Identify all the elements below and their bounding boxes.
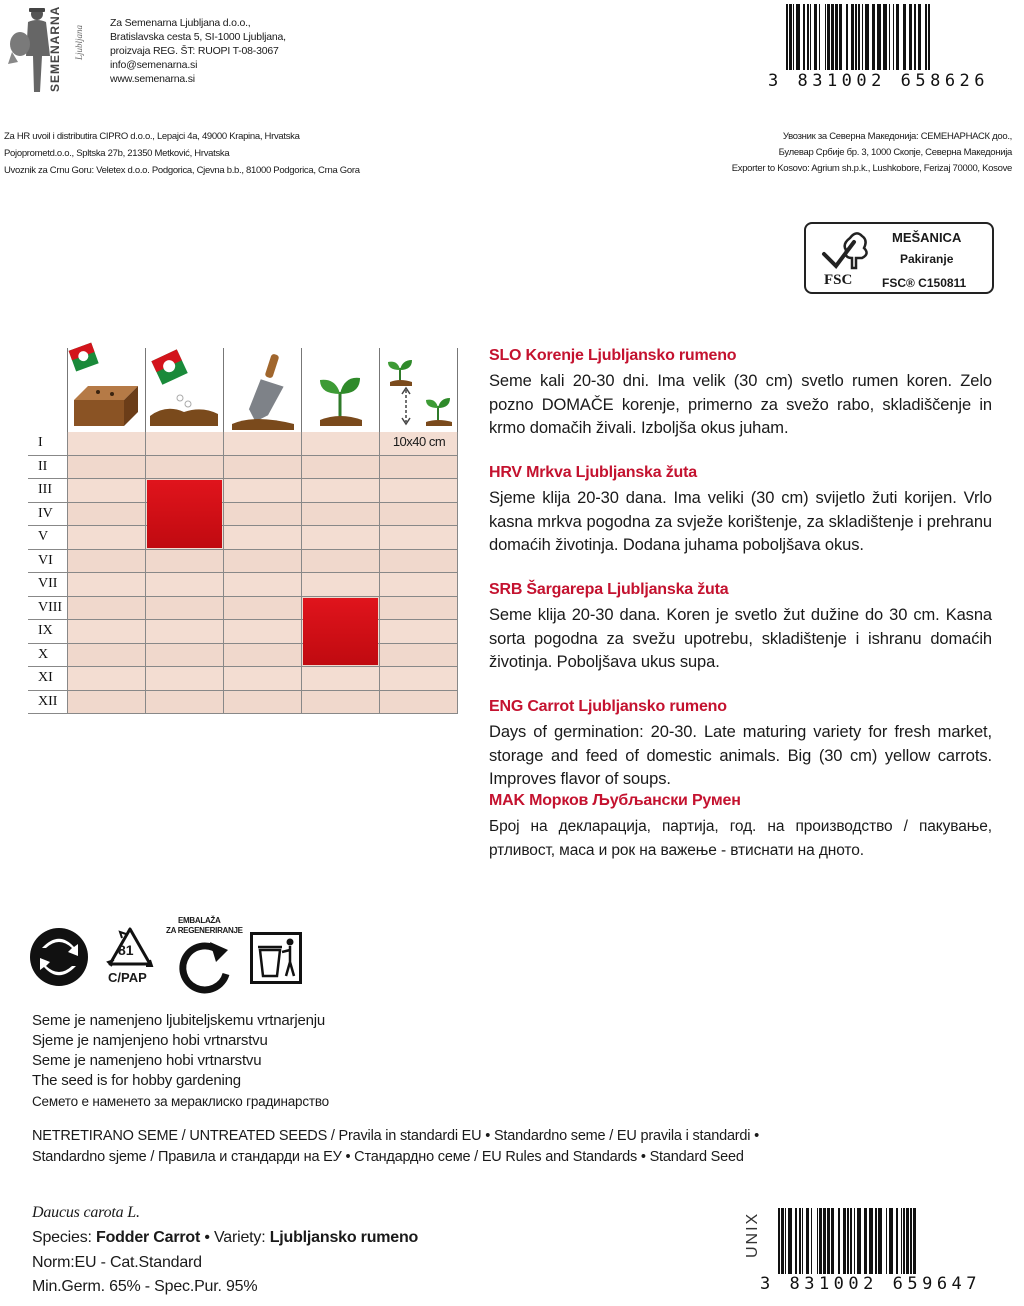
hobby-line-slo: Seme je namenjeno ljubiteljskemu vrtnarjenju — [32, 1012, 326, 1029]
barcode-top-digits: 3 831002 658626 — [768, 71, 990, 91]
fsc-mix: MEŠANICA — [892, 230, 962, 245]
distributor-line: Pojoprometd.o.o., Spltska 27b, 21350 Metković, Hrvatska — [4, 148, 230, 159]
calendar-cell — [146, 667, 224, 691]
calendar-cell — [68, 620, 146, 644]
month-label: X — [38, 646, 49, 662]
month-cell — [28, 550, 68, 574]
recycle-loop-icon — [28, 926, 90, 988]
calendar-cell — [302, 667, 380, 691]
hobby-line-eng: The seed is for hobby gardening — [32, 1072, 241, 1089]
calendar-cell — [68, 667, 146, 691]
month-cell — [28, 620, 68, 644]
slo-heading: SLO Korenje Ljubljansko rumeno — [489, 347, 737, 364]
calendar-cell — [380, 456, 458, 480]
variety-value: Ljubljansko rumeno — [269, 1229, 419, 1246]
calendar-cell — [68, 526, 146, 550]
calendar-cell — [380, 550, 458, 574]
producer-address — [110, 16, 286, 86]
distributor-line: Za HR uvoil i distributira CIPRO d.o.o., Lepajci 4a, 49000 Krapina, Hrvatska — [4, 131, 300, 142]
month-label: XI — [38, 670, 53, 685]
sowing-period-bar — [147, 480, 222, 548]
producer-line: proizvaja REG. ŠT: RUOPI T-08-3067 — [110, 45, 279, 57]
calendar-cell — [146, 432, 224, 456]
eng-heading: ENG Carrot Ljubljansko rumeno — [489, 698, 727, 715]
month-cell — [28, 479, 68, 503]
germination-purity: Min.Germ. 65% - Spec.Pur. 95% — [32, 1278, 258, 1295]
month-cell — [28, 456, 68, 480]
hrv-heading: HRV Mrkva Ljubljanska žuta — [489, 464, 697, 481]
month-label: VI — [38, 552, 53, 568]
month-cell — [28, 432, 68, 456]
producer-email: info@semenarna.si — [110, 59, 198, 71]
calendar-cell — [380, 573, 458, 597]
mak-heading: MAK Морков Љубљански Румен — [489, 792, 741, 809]
plant-spacing-label: 10x40 cm — [392, 434, 446, 449]
month-cell — [28, 526, 68, 550]
variety-label: • Variety: — [204, 1229, 266, 1246]
month-label: II — [38, 458, 48, 474]
calendar-cell — [224, 644, 302, 668]
plant-spacing-icon — [380, 350, 458, 430]
fsc-packaging: Pakiranje — [900, 252, 954, 266]
calendar-grid — [28, 432, 458, 714]
calendar-cell — [68, 456, 146, 480]
fsc-tree-icon — [816, 228, 872, 274]
calendar-cell — [380, 597, 458, 621]
calendar-cell — [68, 503, 146, 527]
month-cell — [28, 597, 68, 621]
calendar-cell — [224, 550, 302, 574]
calendar-cell — [68, 691, 146, 715]
producer-website: www.semenarna.si — [110, 73, 195, 85]
return-label: ZA REGENERIRANJE — [166, 926, 243, 935]
unix-label: UNIX — [744, 1211, 761, 1258]
distributors-left — [4, 130, 360, 177]
species-label: Species: — [32, 1229, 92, 1246]
calendar-cell — [224, 597, 302, 621]
month-cell — [28, 644, 68, 668]
mak-description: Број на декларација, партија, год. на производство / пакување, ртливост, маса и рок на важење - втиснати на дното. — [489, 818, 992, 859]
sowing-tray-icon — [68, 342, 144, 430]
calendar-cell — [68, 597, 146, 621]
paper-recycle-code — [104, 926, 156, 988]
species-value: Fodder Carrot — [96, 1229, 201, 1246]
planting-period-bar — [303, 598, 378, 666]
barcode-top — [786, 4, 930, 70]
month-label: I — [38, 435, 43, 450]
month-label: IX — [38, 623, 53, 638]
calendar-cell — [146, 573, 224, 597]
hobby-line-hrv: Sjeme je namjenjeno hobi vrtnarstvu — [32, 1032, 268, 1049]
month-label: IV — [38, 505, 53, 521]
calendar-cell — [68, 550, 146, 574]
latin-name: Daucus carota L. — [32, 1204, 140, 1221]
brand-sub-vertical: Ljubljana — [74, 24, 84, 60]
calendar-cell — [146, 597, 224, 621]
hrv-description: Sjeme klija 20-30 dana. Ima veliki (30 cm) svijetlo žuti korijen. Vrlo kasna mrkva pogodna za svježe korištenje, za skladištenje i prehranu domaćih životinja. Dodana juhama poboljšava okus. — [489, 489, 992, 554]
calendar-cell — [380, 691, 458, 715]
srb-description: Seme klija 20-30 dana. Koren je svetlo žut dužine do 30 cm. Kasna sorta pogodna za svežu upotrebu, skladištenje i ishranu domaćih životinja. Poboljšava ukus supa. — [489, 606, 992, 671]
calendar-cell — [380, 667, 458, 691]
calendar-cell — [146, 644, 224, 668]
hobby-line-mak: Семето е наменето за мераклиско градинарство — [32, 1094, 329, 1109]
calendar-cell — [302, 479, 380, 503]
standards-line: NETRETIRANO SEME / UNTREATED SEEDS / Pravila in standardi EU • Standardno seme / EU pravila i standardi • — [32, 1128, 760, 1144]
norm-category: Norm:EU - Cat.Standard — [32, 1254, 202, 1271]
circular-arrow-icon — [170, 940, 236, 994]
calendar-cell — [302, 550, 380, 574]
slo-description: Seme kali 20-30 dni. Ima velik (30 cm) svetlo rumen koren. Zelo pozno DOMAČE korenje, primerno za svežo rabo, skladiščenje in krmo domačih živali. Izboljša okus juham. — [489, 372, 992, 437]
calendar-cell — [146, 456, 224, 480]
month-cell — [28, 691, 68, 715]
producer-line: Bratislavska cesta 5, SI-1000 Ljubljana, — [110, 31, 286, 43]
calendar-cell — [302, 691, 380, 715]
calendar-cell — [224, 503, 302, 527]
calendar-cell — [302, 456, 380, 480]
calendar-cell — [146, 691, 224, 715]
month-label: VII — [38, 576, 58, 591]
seedling-icon — [302, 354, 378, 430]
calendar-cell — [224, 456, 302, 480]
distributors-right — [732, 130, 1012, 175]
calendar-cell — [146, 620, 224, 644]
recycle-code-number: 81 — [118, 942, 134, 958]
month-cell — [28, 667, 68, 691]
calendar-cell — [224, 479, 302, 503]
srb-heading: SRB Šargarepa Ljubljanska žuta — [489, 581, 729, 598]
distributor-line: Uvoznik za Crnu Goru: Veletex d.o.o. Podgorica, Cjevna b.b., 81000 Podgorica, Crna Gora — [4, 165, 360, 176]
calendar-cell — [68, 573, 146, 597]
hobby-line-srb: Seme je namenjeno hobi vrtnarstvu — [32, 1052, 262, 1069]
distributor-line: Увозник за Северна Македонија: СЕМЕНАРНАСК доо., — [782, 131, 1012, 142]
calendar-cell — [224, 691, 302, 715]
sowing-calendar — [28, 348, 460, 714]
transplant-trowel-icon — [224, 350, 300, 430]
producer-line: Za Semenarna Ljubljana d.o.o., — [110, 17, 251, 29]
brand-vertical: SEMENARNA — [48, 5, 62, 92]
month-label: V — [38, 529, 49, 544]
barcode-bottom — [778, 1208, 916, 1274]
species-variety — [32, 1229, 418, 1247]
month-label: III — [38, 482, 52, 497]
calendar-cell — [380, 620, 458, 644]
calendar-cell — [302, 526, 380, 550]
calendar-cell — [224, 526, 302, 550]
calendar-cell — [224, 620, 302, 644]
standards-line: Standardno sjeme / Правила и стандарди на ЕУ • Стандардно семе / EU Rules and Standards • Standard Seed — [32, 1149, 744, 1165]
calendar-cell — [302, 573, 380, 597]
calendar-cell — [380, 644, 458, 668]
eng-description: Days of germination: 20-30. Late maturing variety for fresh market, storage and feed of domestic animals. Big (30 cm) yellow carrots. Improves flavor of soups. — [489, 723, 992, 788]
calendar-cell — [224, 432, 302, 456]
calendar-cell — [224, 667, 302, 691]
calendar-cell — [68, 479, 146, 503]
recycle-code-material: C/PAP — [108, 970, 147, 985]
fsc-logo-text: FSC — [824, 272, 853, 288]
barcode-bottom-digits: 3 831002 659647 — [760, 1274, 982, 1294]
month-cell — [28, 503, 68, 527]
calendar-cell — [68, 432, 146, 456]
sowing-ground-icon — [146, 346, 222, 430]
month-label: XII — [38, 693, 58, 709]
fsc-label — [804, 222, 994, 294]
return-packaging-mark — [164, 916, 242, 996]
fsc-code: FSC® C150811 — [882, 276, 967, 290]
tidyman-bin-icon — [250, 932, 302, 984]
calendar-cell — [302, 432, 380, 456]
distributor-line: Булевар Србије бр. 3, 1000 Скопје, Северна Македонија — [778, 147, 1012, 158]
calendar-icon-header — [28, 348, 460, 432]
calendar-cell — [380, 479, 458, 503]
month-label: VIII — [38, 599, 63, 615]
calendar-cell — [302, 503, 380, 527]
calendar-cell — [68, 644, 146, 668]
month-cell — [28, 573, 68, 597]
return-label: EMBALAŽA — [178, 916, 221, 925]
distributor-line: Exporter to Kosovo: Agrium sh.p.k., Lushkobore, Ferizaj 70000, Kosove — [731, 163, 1012, 174]
calendar-cell — [380, 526, 458, 550]
calendar-cell — [224, 573, 302, 597]
calendar-cell — [146, 550, 224, 574]
calendar-cell — [380, 503, 458, 527]
